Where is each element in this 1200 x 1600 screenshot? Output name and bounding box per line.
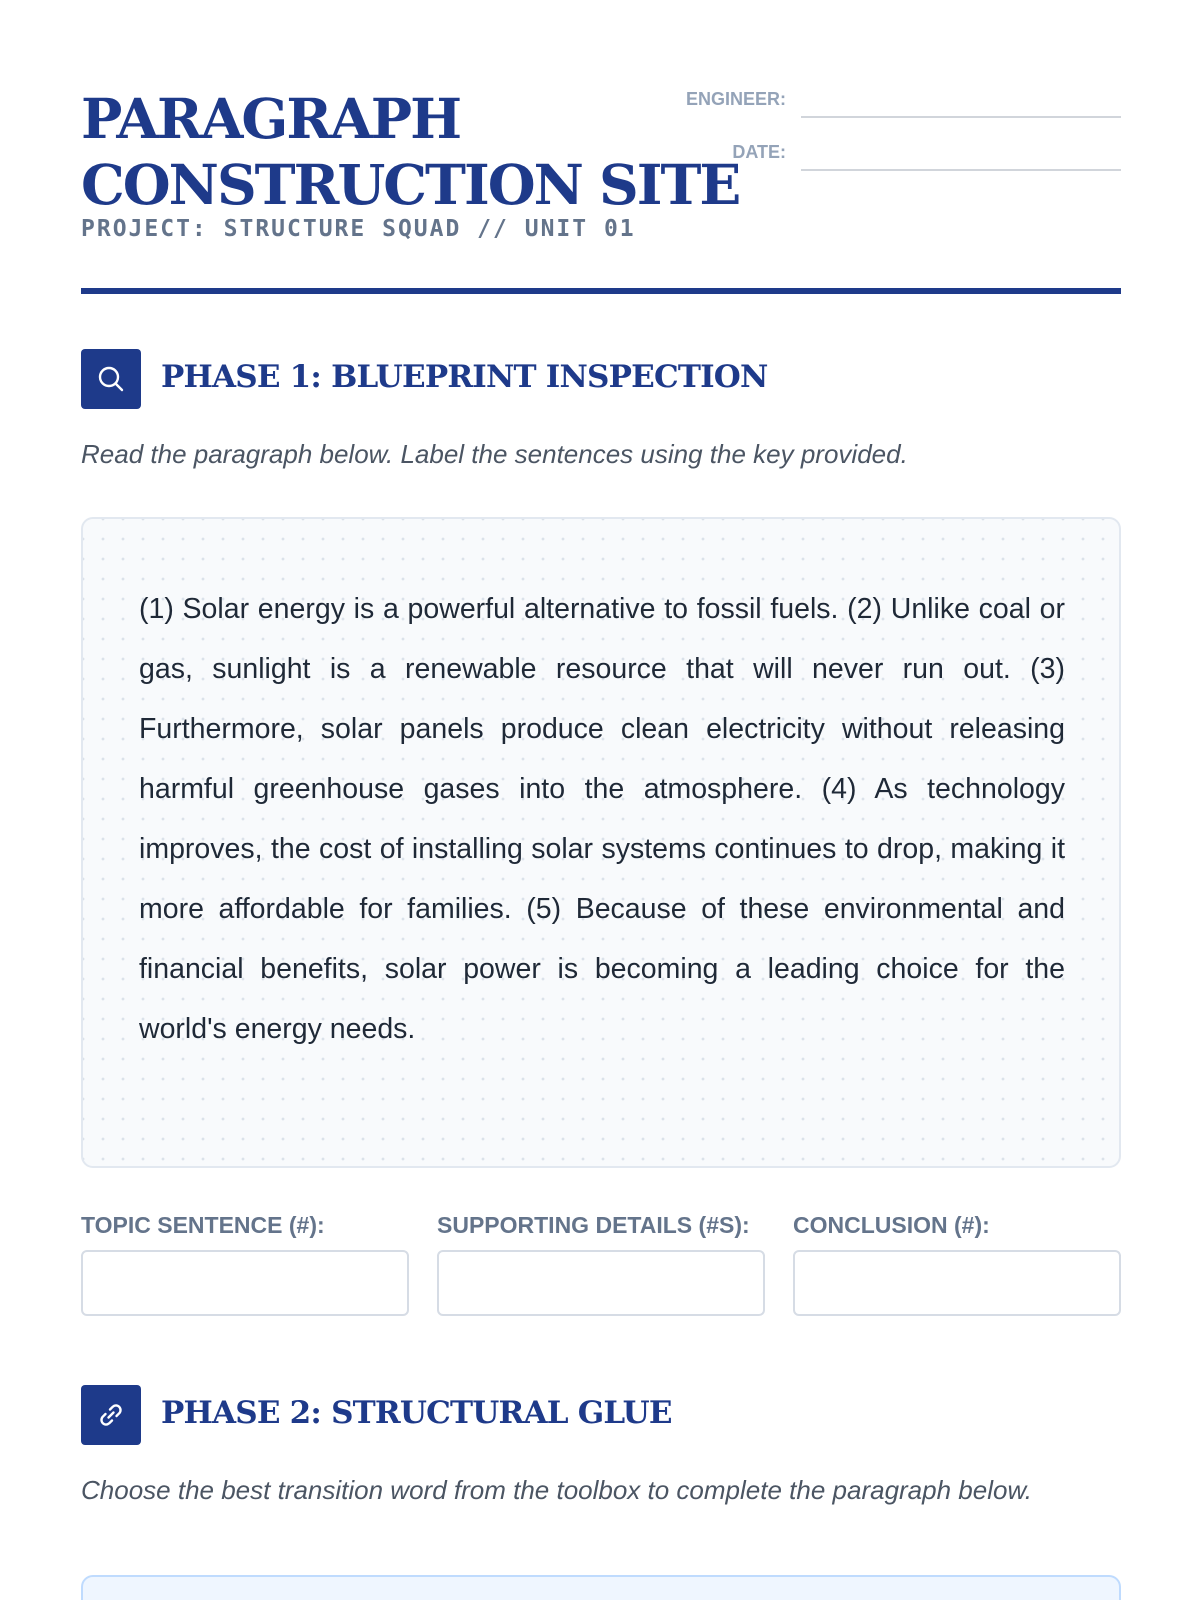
conclusion-label: CONCLUSION (#): — [793, 1212, 990, 1238]
phase-1-title: PHASE 1: BLUEPRINT INSPECTION — [161, 359, 768, 395]
title-line-2: CONSTRUCTION SITE — [81, 152, 740, 217]
phase-2-instructions: Choose the best transition word from the toolbox to complete the paragraph below. — [81, 1475, 1033, 1505]
date-label: DATE: — [732, 142, 786, 162]
link-icon — [81, 1385, 141, 1445]
conclusion-group — [793, 1212, 1121, 1316]
conclusion-input[interactable] — [793, 1250, 1121, 1316]
phase-2-title: PHASE 2: STRUCTURAL GLUE — [161, 1395, 672, 1431]
title-line-1: PARAGRAPH — [81, 86, 461, 151]
topic-sentence-input[interactable] — [81, 1250, 409, 1316]
search-icon — [81, 349, 141, 409]
engineer-label: ENGINEER: — [685, 89, 786, 109]
supporting-details-label: SUPPORTING DETAILS (#S): — [437, 1212, 750, 1238]
reading-passage: (1) Solar energy is a powerful alternative to fossil fuels. (2) Unlike coal or gas, sunlight is a renewable resource that will never run out. (3) Furthermore, solar panels produce clean electricity without releasing harmful greenhouse gases into the atmosphere. (4) As technology improves, the cost of installing solar systems continues to drop, making it more affordable for families. (5) Because of these environmental and financial benefits, solar power is becoming a leading choice for the world's energy needs. — [139, 593, 1065, 1045]
date-row — [661, 139, 1121, 169]
topic-sentence-label: TOPIC SENTENCE (#): — [81, 1212, 325, 1238]
supporting-details-group — [437, 1212, 765, 1316]
engineer-row — [661, 86, 1121, 116]
topic-sentence-group — [81, 1212, 409, 1316]
transition-toolbox — [81, 1575, 1121, 1600]
engineer-field[interactable] — [801, 86, 1121, 118]
phase-2-heading — [81, 1385, 1121, 1445]
phase-1-heading — [81, 349, 1121, 409]
worksheet-header — [81, 0, 1121, 296]
header-divider — [81, 288, 1121, 294]
supporting-details-input[interactable] — [437, 1250, 765, 1316]
reading-passage-box — [81, 517, 1121, 1168]
worksheet-page — [81, 0, 1121, 1600]
date-field[interactable] — [801, 139, 1121, 171]
project-subtitle: PROJECT: STRUCTURE SQUAD // UNIT 01 — [81, 216, 636, 242]
phase-1-instructions: Read the paragraph below. Label the sentences using the key provided. — [81, 439, 908, 469]
